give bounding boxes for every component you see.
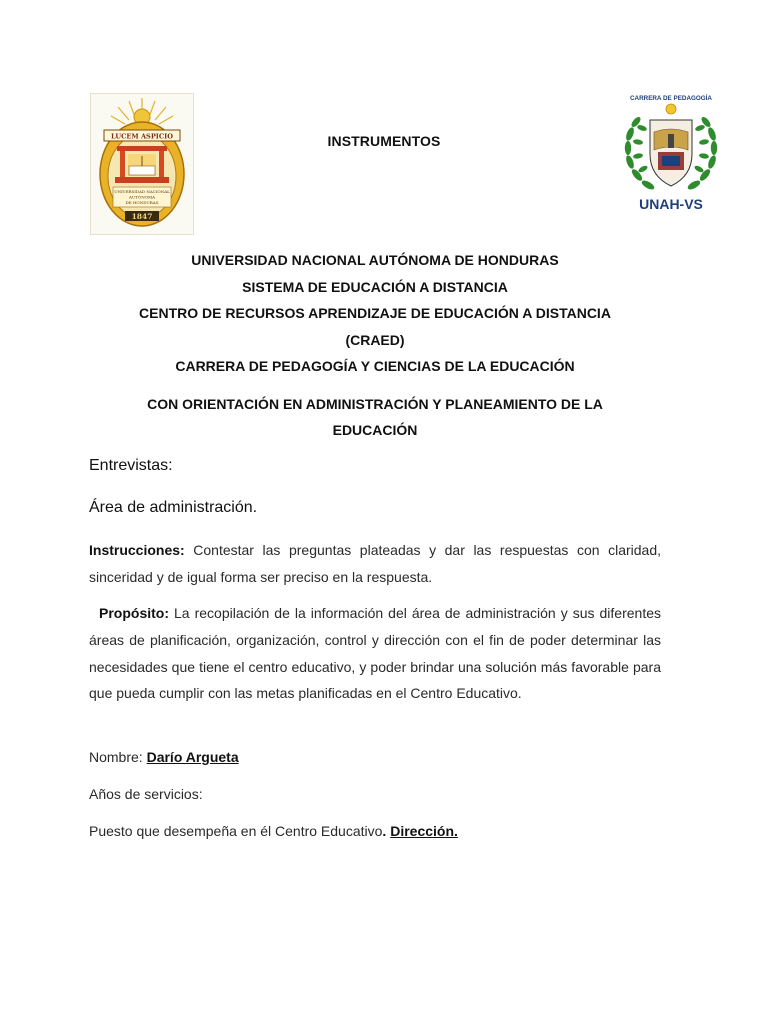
instructions-label: Instrucciones: xyxy=(89,542,185,558)
purpose-text: La recopilación de la información del área de administración y sus diferentes áreas de planificación, organización, control y dirección con el fin de poder determinar las necesidades que tiene el centro educativo, y poder brindar una solución más favorable para que pueda cumplir con las metas planificadas en el Centro Educativo. xyxy=(89,605,661,702)
logo-sun xyxy=(666,104,676,114)
orientation-line-1: CON ORIENTACIÓN EN ADMINISTRACIÓN Y PLANEAMIENTO DE LA xyxy=(147,395,603,412)
header-line-career: CARRERA DE PEDAGOGÍA Y CIENCIAS DE LA EDUCACIÓN xyxy=(175,358,575,374)
logo-bottom-text: UNAH-VS xyxy=(639,196,703,212)
years-label: Años de servicios: xyxy=(89,786,203,802)
position-separator: . xyxy=(382,823,391,839)
unah-seal-graphic xyxy=(91,94,193,234)
interviews-heading: Entrevistas: xyxy=(89,457,173,474)
name-field xyxy=(89,749,239,765)
position-value: Dirección. xyxy=(390,823,458,839)
instructions-text: Contestar las preguntas plateadas y dar las respuestas con claridad, sinceridad y de igual forma ser preciso en la respuesta. xyxy=(89,542,661,585)
pedagogia-logo-graphic xyxy=(620,92,722,214)
position-label: Puesto que desempeña en él Centro Educativo xyxy=(89,823,383,839)
orientation-line-2: EDUCACIÓN xyxy=(332,422,418,438)
document-title: INSTRUMENTOS xyxy=(327,133,441,149)
unah-seal-logo xyxy=(90,93,194,235)
years-field xyxy=(89,786,203,802)
svg-text:UNIVERSIDAD NACIONAL: UNIVERSIDAD NACIONAL xyxy=(114,189,170,194)
seal-year: 1847 xyxy=(131,212,153,221)
institution-header xyxy=(80,247,670,444)
header-line-system: SISTEMA DE EDUCACIÓN A DISTANCIA xyxy=(242,278,508,295)
purpose-paragraph xyxy=(89,600,661,707)
name-label: Nombre: xyxy=(89,749,147,765)
name-value: Darío Argueta xyxy=(146,749,239,765)
position-field xyxy=(89,823,458,839)
svg-text:AUTÓNOMA: AUTÓNOMA xyxy=(129,194,155,200)
area-heading: Área de administración. xyxy=(89,499,258,516)
header-line-craed: (CRAED) xyxy=(345,331,405,348)
carrera-pedagogia-logo xyxy=(620,92,722,214)
header-line-university: UNIVERSIDAD NACIONAL AUTÓNOMA DE HONDURAS xyxy=(191,252,559,268)
instructions-paragraph xyxy=(89,537,661,591)
svg-text:DE HONDURAS: DE HONDURAS xyxy=(125,200,159,205)
logo-arc-text: CARRERA DE PEDAGOGÍA xyxy=(630,95,712,102)
purpose-label: Propósito: xyxy=(99,605,170,621)
header-line-center: CENTRO DE RECURSOS APRENDIZAJE DE EDUCACIÓN A DISTANCIA xyxy=(139,305,611,321)
seal-banner-text: LUCEM ASPICIO xyxy=(111,132,173,141)
